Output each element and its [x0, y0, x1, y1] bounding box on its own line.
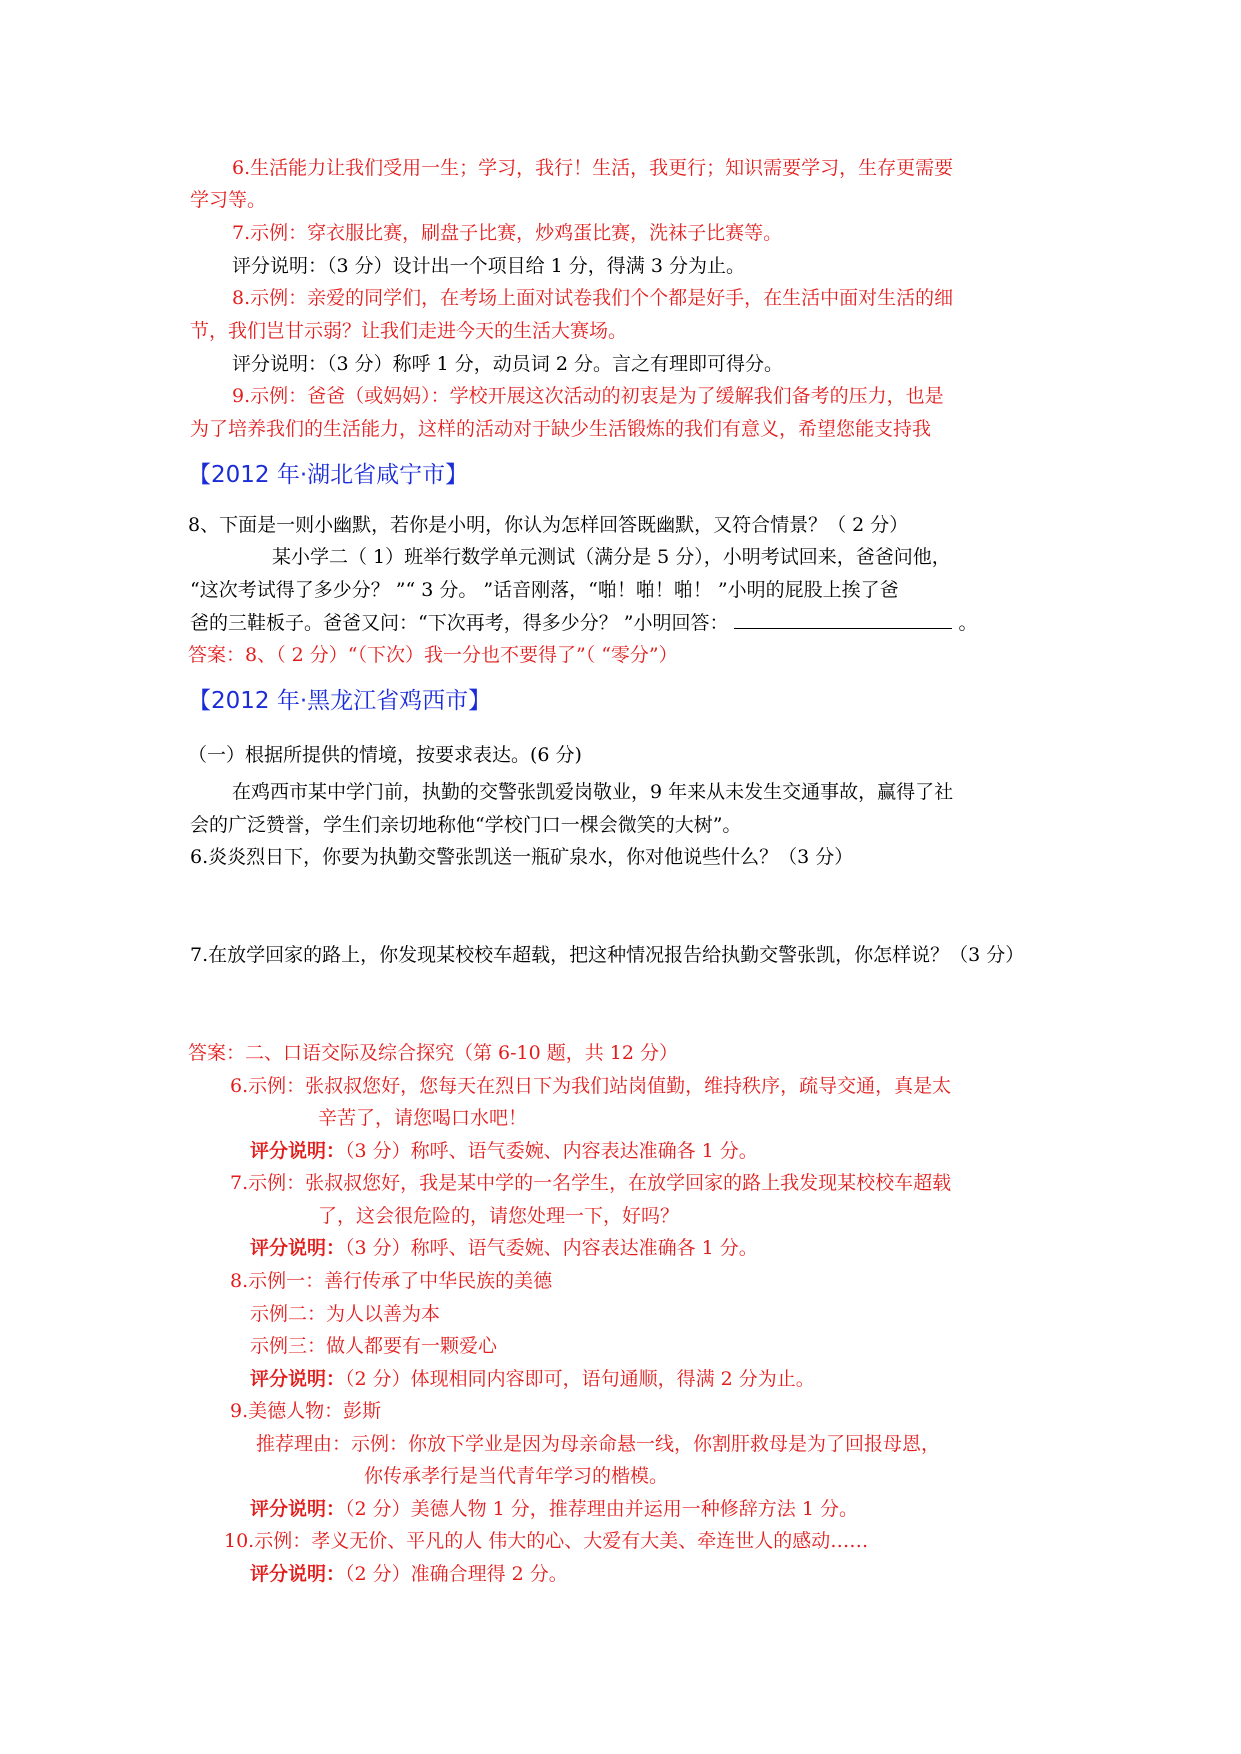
scoring9	[250, 1497, 858, 1521]
scoring8-label: 评分说明：	[250, 1368, 346, 1390]
answer9-reason-line2: 你传承孝行是当代青年学习的楷模。	[364, 1465, 669, 1487]
scoring9-text: （2 分）美德人物 1 分，推荐理由并运用一种修辞方法 1 分。	[345, 1498, 858, 1520]
scoring10-text: （2 分）准确合理得 2 分。	[345, 1563, 568, 1585]
scoring10-label: 评分说明：	[250, 1563, 346, 1585]
answer6-line2: 辛苦了，请您喝口水吧！	[318, 1107, 528, 1129]
scoring8	[250, 1367, 815, 1391]
scenario-line1: 在鸡西市某中学门前，执勤的交警张凯爱岗敬业，9 年来从未发生交通事故，赢得了社	[232, 781, 954, 803]
answer8-example3: 示例三：做人都要有一颗爱心	[250, 1335, 498, 1357]
question-7: 7.在放学回家的路上，你发现某校校车超载，把这种情况报告给执勤交警张凯，你怎样说？（3 分）	[190, 944, 1025, 966]
question-6: 6.炎炎烈日下，你要为执勤交警张凯送一瓶矿泉水，你对他说些什么？（3 分）	[190, 846, 854, 868]
answer-6-line2: 学习等。	[190, 189, 267, 211]
scoring6-label: 评分说明：	[250, 1140, 346, 1162]
scoring9-label: 评分说明：	[250, 1498, 346, 1520]
scoring6	[250, 1139, 758, 1163]
scoring10	[250, 1562, 568, 1586]
answer8-example2: 示例二：为人以善为本	[250, 1303, 441, 1325]
answer-heading: 答案：二、口语交际及综合探究（第 6-10 题，共 12 分）	[188, 1042, 679, 1064]
answer-9-line2: 为了培养我们的生活能力，这样的活动对于缺少生活锻炼的我们有意义，希望您能支持我	[190, 418, 932, 440]
answer9-person: 9.美德人物：彭斯	[230, 1400, 382, 1422]
section-heading-jixi: 【2012 年·黑龙江省鸡西市】	[188, 688, 492, 714]
scoring-7: 评分说明：（3 分）设计出一个项目给 1 分，得满 3 分为止。	[232, 255, 745, 277]
passage-line3	[190, 610, 977, 635]
answer7-line1: 7.示例：张叔叔您好，我是某中学的一名学生，在放学回家的路上我发现某校校车超载	[230, 1172, 952, 1194]
answer-7: 7.示例：穿衣服比赛，刷盘子比赛，炒鸡蛋比赛，洗袜子比赛等。	[232, 222, 783, 244]
scenario-line2: 会的广泛赞誉，学生们亲切地称他“学校门口一棵会微笑的大树”。	[190, 814, 742, 836]
scoring6-text: （3 分）称呼、语气委婉、内容表达准确各 1 分。	[345, 1140, 758, 1162]
intro-instruction: （一）根据所提供的情境，按要求表达。(6 分)	[188, 744, 582, 766]
answer-6-line1: 6.生活能力让我们受用一生；学习，我行！生活，我更行；知识需要学习，生存更需要	[232, 157, 954, 179]
scoring7-label: 评分说明：	[250, 1237, 346, 1259]
answer9-reason-line1: 推荐理由：示例：你放下学业是因为母亲命悬一线，你割肝救母是为了回报母恩，	[256, 1433, 941, 1455]
passage-line3-text: 爸的三鞋板子。爸爸又问：“下次再考，得多少分？ ”小明回答：	[190, 612, 729, 634]
scoring-8: 评分说明：（3 分）称呼 1 分，动员词 2 分。言之有理即可得分。	[232, 353, 783, 375]
scoring7-text: （3 分）称呼、语气委婉、内容表达准确各 1 分。	[345, 1237, 758, 1259]
answer10: 10.示例：孝义无价、平凡的人 伟大的心、大爱有大美、牵连世人的感动……	[224, 1530, 869, 1552]
answer7-line2: 了，这会很危险的，请您处理一下，好吗？	[318, 1205, 680, 1227]
answer-8-line2: 节，我们岂甘示弱？让我们走进今天的生活大赛场。	[190, 320, 628, 342]
scoring7	[250, 1236, 758, 1260]
question-8: 8、下面是一则小幽默，若你是小明，你认为怎样回答既幽默，又符合情景？（ 2 分）	[188, 514, 909, 536]
answer-9-line1: 9.示例：爸爸（或妈妈）：学校开展这次活动的初衷是为了缓解我们备考的压力，也是	[232, 385, 944, 407]
answer6-line1: 6.示例：张叔叔您好，您每天在烈日下为我们站岗值勤，维持秩序，疏导交通，真是太	[230, 1075, 952, 1097]
scoring8-text: （2 分）体现相同内容即可，语句通顺，得满 2 分为止。	[345, 1368, 815, 1390]
answer-blank[interactable]	[734, 610, 952, 629]
answer-8-line1: 8.示例：亲爱的同学们，在考场上面对试卷我们个个都是好手，在生活中面对生活的细	[232, 287, 954, 309]
answer8-example1: 8.示例一：善行传承了中华民族的美德	[230, 1270, 553, 1292]
answer-8-xianning: 答案：8、（ 2 分）“（下次）我一分也不要得了”（ “零分”）	[188, 644, 678, 666]
section-heading-xianning: 【2012 年·湖北省咸宁市】	[188, 462, 469, 488]
passage-line1: 某小学二（ 1）班举行数学单元测试（满分是 5 分），小明考试回来，爸爸问他，	[272, 546, 951, 568]
passage-line2: “这次考试得了多少分？ ”“ 3 分。 ”话音刚落，“啪！啪！啪！ ”小明的屁股上挨了爸	[190, 579, 899, 601]
passage-line3-end: 。	[958, 612, 978, 634]
